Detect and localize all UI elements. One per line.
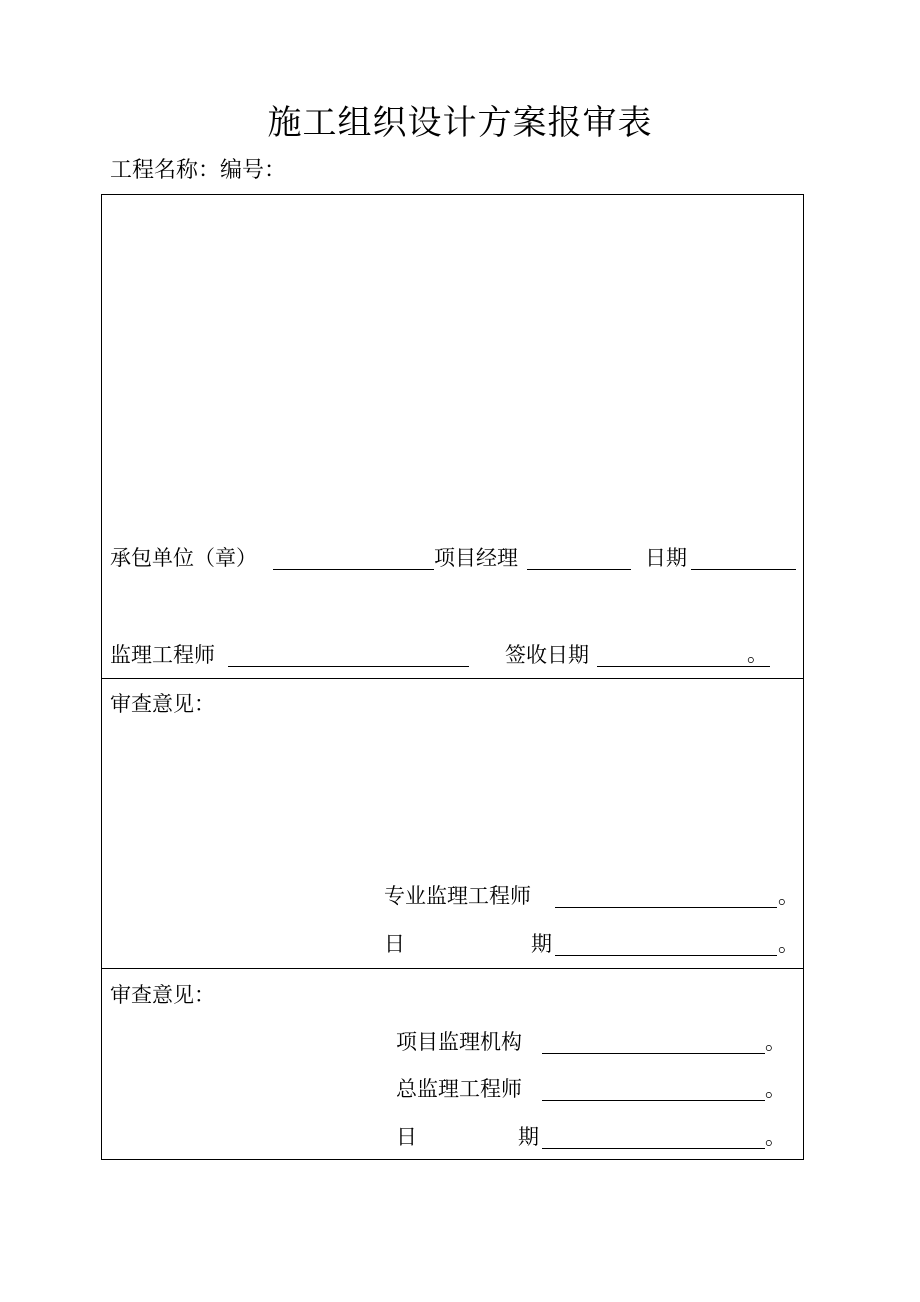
supervising-engineer-label: 监理工程师: [110, 643, 215, 667]
review-opinion-label-2: 审查意见：: [110, 983, 215, 1007]
date-label: 日期: [645, 546, 687, 570]
date-char-ri-2: 日: [396, 1125, 417, 1149]
chief-engineer-label: 总监理工程师: [396, 1077, 522, 1101]
supervising-engineer-field[interactable]: [228, 666, 469, 667]
date-char-ri-1: 日: [384, 932, 405, 956]
section-divider-2: [102, 968, 803, 969]
supervision-org-field[interactable]: [542, 1053, 765, 1054]
section-divider-1: [102, 678, 803, 679]
chief-engineer-end-mark: 。: [765, 1077, 786, 1101]
specialist-engineer-label: 专业监理工程师: [384, 884, 531, 908]
manager-field[interactable]: [527, 569, 631, 570]
receipt-date-field[interactable]: [597, 666, 770, 667]
specialist-engineer-field[interactable]: [555, 907, 777, 908]
form-title: 施工组织设计方案报审表: [267, 103, 653, 143]
contractor-field[interactable]: [273, 569, 434, 570]
specialist-end-mark: 。: [778, 884, 799, 908]
review-opinion-label-1: 审查意见：: [110, 692, 215, 716]
date-char-qi-2: 期: [518, 1125, 539, 1149]
review-date-field-2[interactable]: [542, 1148, 765, 1149]
review-date-end-mark-2: 。: [765, 1125, 786, 1149]
date-char-qi-1: 期: [531, 932, 552, 956]
review-date-field-1[interactable]: [555, 955, 777, 956]
contractor-label: 承包单位（章）: [110, 546, 257, 570]
chief-engineer-field[interactable]: [542, 1100, 765, 1101]
receipt-date-end-mark: 。: [747, 642, 768, 666]
receipt-date-label: 签收日期: [505, 643, 589, 667]
manager-label: 项目经理: [434, 546, 518, 570]
project-name-number-header: 工程名称：编号：: [110, 158, 287, 183]
supervision-org-end-mark: 。: [765, 1030, 786, 1054]
form-table: [101, 194, 804, 1160]
review-date-end-mark-1: 。: [778, 932, 799, 956]
date-field[interactable]: [691, 569, 796, 570]
supervision-org-label: 项目监理机构: [396, 1030, 522, 1054]
